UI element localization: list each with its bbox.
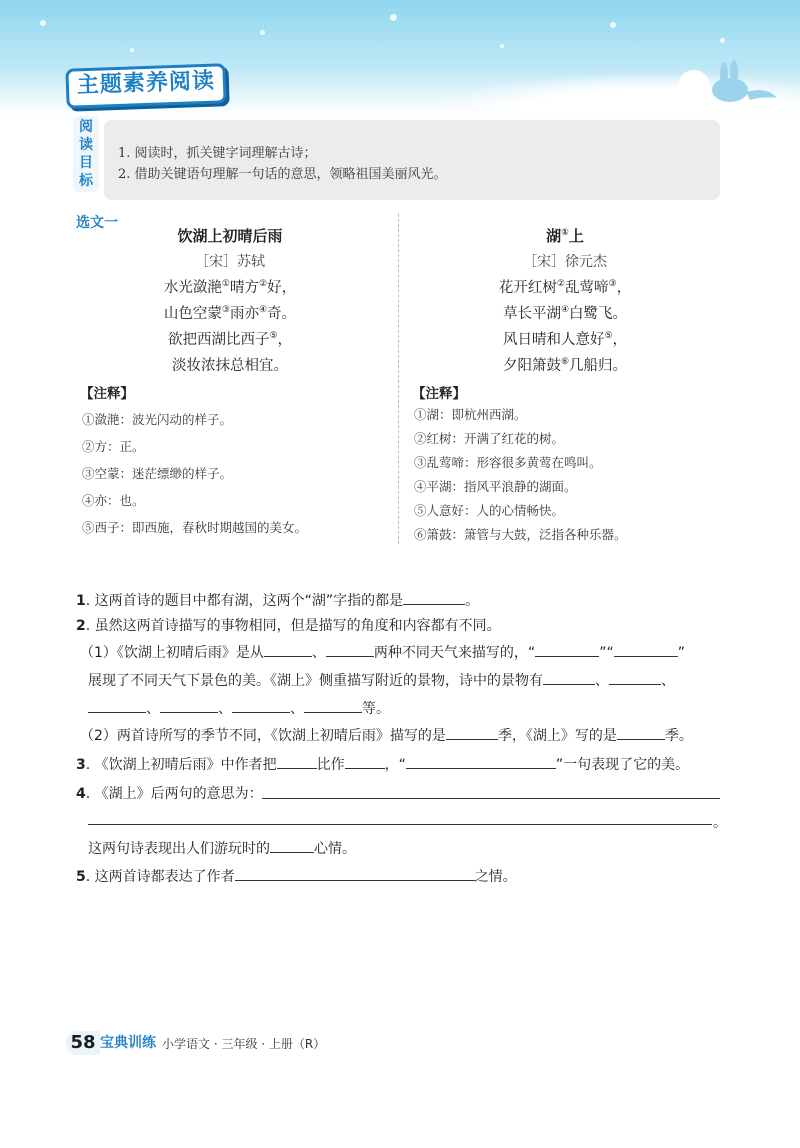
answer-blank[interactable] (232, 698, 290, 713)
note-mark: ③ (221, 305, 230, 316)
answer-blank[interactable] (270, 838, 314, 853)
poem-text: 水光潋滟 (163, 280, 222, 296)
answer-blank[interactable] (535, 642, 599, 657)
poem1-note: ③空蒙：迷茫缥缈的样子。 (82, 466, 233, 481)
answer-blank[interactable] (277, 754, 317, 769)
poem1-line (120, 302, 340, 323)
question-text: 之情。 (474, 869, 517, 885)
poem-text: 雨亦 (230, 306, 259, 322)
poem-text: ， (616, 280, 632, 296)
question-4-end: 。 (713, 815, 727, 831)
snowflake-icon (500, 44, 504, 48)
brand-logo: 宝典训练 (100, 1035, 156, 1051)
poem2-title-text: 湖 (546, 227, 562, 245)
poem1-note: ⑤西子：即西施，春秋时期越国的美女。 (82, 520, 308, 535)
answer-line[interactable] (262, 798, 720, 799)
question-3 (76, 754, 689, 774)
question-text: （1）《饮湖上初晴后雨》是从 (80, 645, 264, 661)
question-text: . 这两首诗的题目中都有湖，这两个“湖”字指的都是 (85, 593, 404, 609)
snowflake-icon (40, 20, 46, 26)
question-text: ”一句表现了它的美。 (555, 757, 690, 773)
poem-text: 几船归。 (569, 358, 628, 374)
selection-tag: 选文一 (76, 215, 118, 231)
poem-text: ， (277, 332, 293, 348)
question-text: 季，《湖上》写的是 (497, 728, 617, 744)
question-text: 等。 (362, 701, 390, 717)
poem-text: 欲把西湖比西子 (167, 332, 270, 348)
poem1-line (120, 276, 340, 297)
poem1-title: 饮湖上初晴后雨 (177, 227, 283, 245)
question-text: 展现了不同天气下景色的美。《湖上》侧重描写附近的景物，诗中的景物有 (88, 673, 543, 689)
answer-blank[interactable] (88, 698, 146, 713)
poem2-note: ④平湖：指风平浪静的湖面。 (414, 479, 577, 494)
question-text: . 这两首诗都表达了作者 (85, 869, 235, 885)
section-title: 主题素养阅读 (65, 63, 226, 109)
question-text: 、 (218, 701, 232, 717)
question-text: 季。 (664, 728, 693, 744)
poem-text: 晴方 (230, 280, 259, 296)
goals-label-text: 阅读目标 (79, 119, 93, 189)
poem2-author: ［宋］徐元杰 (523, 254, 607, 270)
answer-blank[interactable] (403, 590, 465, 605)
note-mark: ② (259, 279, 268, 290)
question-5 (76, 866, 517, 886)
answer-blank[interactable] (160, 698, 218, 713)
note-mark: ⑤ (604, 331, 613, 342)
question-text: 、 (146, 701, 160, 717)
note-mark: ② (556, 279, 565, 290)
note-mark: ⑤ (269, 331, 278, 342)
question-number: 4 (76, 786, 86, 802)
answer-blank[interactable] (609, 670, 661, 685)
answer-blank[interactable] (326, 642, 374, 657)
question-1 (76, 590, 479, 610)
poem1-line (120, 328, 340, 349)
poem-text: 山色空蒙 (163, 306, 222, 322)
poem2-line (455, 354, 675, 375)
answer-blank[interactable] (617, 725, 665, 740)
note-mark: ⑥ (560, 357, 570, 368)
poem2-line (455, 328, 675, 349)
book-info: 小学语文 · 三年级 · 上册（R） (162, 1037, 326, 1051)
question-number: 5 (76, 869, 86, 885)
question-2-1-cont2 (88, 698, 390, 718)
poem1-note: ④亦：也。 (82, 493, 145, 508)
poem-text: 淡妆浓抹总相宜。 (172, 358, 288, 374)
question-number: 2 (76, 618, 86, 634)
question-text: ” (677, 645, 685, 661)
poem2-notes-head: 【注释】 (412, 386, 466, 402)
note-mark: ③ (608, 279, 617, 290)
question-text: 、 (290, 701, 304, 717)
answer-blank[interactable] (345, 754, 385, 769)
question-text: 。 (465, 593, 480, 609)
snowflake-icon (610, 22, 616, 28)
poem-text: 好， (267, 280, 297, 296)
poem2-note: ⑤人意好：人的心情畅快。 (414, 503, 565, 518)
poem1-note: ②方：正。 (82, 439, 145, 454)
answer-blank[interactable] (304, 698, 362, 713)
question-2-1 (80, 642, 685, 662)
poem-text: 奇。 (267, 306, 297, 322)
question-text: . 虽然这两首诗描写的事物相同，但是描写的角度和内容都有不同。 (85, 618, 501, 634)
poem2-title-text: 上 (568, 227, 584, 245)
snowflake-icon (720, 38, 725, 43)
goals-label (73, 116, 99, 192)
question-text: 这两句诗表现出人们游玩时的 (88, 841, 270, 857)
poem-text: 风日晴和人意好 (502, 332, 605, 348)
poem-text: ， (612, 332, 628, 348)
answer-line[interactable] (88, 824, 712, 825)
goal-item: 2. 借助关键语句理解一句话的意思，领略祖国美丽风光。 (118, 167, 447, 182)
note-mark: ① (221, 279, 230, 290)
note-mark: ① (561, 228, 569, 238)
poem2-note: ⑥箫鼓：箫管与大鼓，泛指各种乐器。 (414, 527, 627, 542)
poem-text: 白鹭飞。 (569, 306, 628, 322)
poem2-line (455, 276, 675, 297)
answer-blank[interactable] (446, 725, 498, 740)
poem2-line (455, 302, 675, 323)
question-text: 心情。 (314, 841, 356, 857)
poem-text: 乱莺啼 (565, 280, 609, 296)
goal-item: 1. 阅读时，抓关键字词理解古诗； (118, 146, 317, 161)
note-mark: ④ (259, 305, 268, 316)
answer-blank[interactable] (614, 642, 678, 657)
question-text: ，“ (384, 757, 406, 773)
poem2-note: ③乱莺啼：形容很多黄莺在鸣叫。 (414, 455, 602, 470)
question-text: . 《饮湖上初晴后雨》中作者把 (85, 757, 277, 773)
page-number: 58 (66, 1031, 100, 1055)
question-text: ”“ (599, 645, 614, 661)
poem1-note: ①潋滟：波光闪动的样子。 (82, 412, 233, 427)
poem1-line (120, 354, 340, 375)
question-text: 、 (595, 673, 609, 689)
snowflake-icon (390, 14, 397, 21)
answer-blank[interactable] (264, 642, 312, 657)
poem2-note: ①湖：即杭州西湖。 (414, 407, 527, 422)
snowflake-icon (260, 30, 265, 35)
question-text: 、 (311, 645, 326, 661)
snow-rabbit-icon (672, 56, 782, 106)
poem-text: 夕阳箫鼓 (502, 358, 561, 374)
snowflake-icon (130, 48, 134, 52)
question-text: 两种不同天气来描写的，“ (373, 645, 536, 661)
question-text: 比作 (316, 757, 345, 773)
column-divider (398, 214, 399, 544)
poem1-author: ［宋］苏轼 (195, 254, 265, 270)
answer-blank[interactable] (406, 754, 556, 769)
question-text: 、 (661, 673, 675, 689)
note-mark: ④ (560, 305, 570, 316)
poem2-title (465, 225, 665, 246)
answer-blank[interactable] (235, 866, 475, 881)
question-text: （2）两首诗所写的季节不同，《饮湖上初晴后雨》描写的是 (80, 728, 446, 744)
poem2-note: ②红树：开满了红花的树。 (414, 431, 565, 446)
question-4-cont (88, 838, 356, 858)
question-number: 3 (76, 757, 86, 773)
question-2 (76, 615, 501, 635)
question-text: . 《湖上》后两句的意思为： (85, 786, 263, 802)
question-2-2 (80, 725, 693, 745)
poem1-notes-head: 【注释】 (80, 386, 134, 402)
poem-text: 花开红树 (498, 280, 557, 296)
question-4 (76, 783, 263, 803)
poem-text: 草长平湖 (502, 306, 561, 322)
question-2-1-cont (88, 670, 675, 690)
question-number: 1 (76, 593, 86, 609)
answer-blank[interactable] (543, 670, 595, 685)
